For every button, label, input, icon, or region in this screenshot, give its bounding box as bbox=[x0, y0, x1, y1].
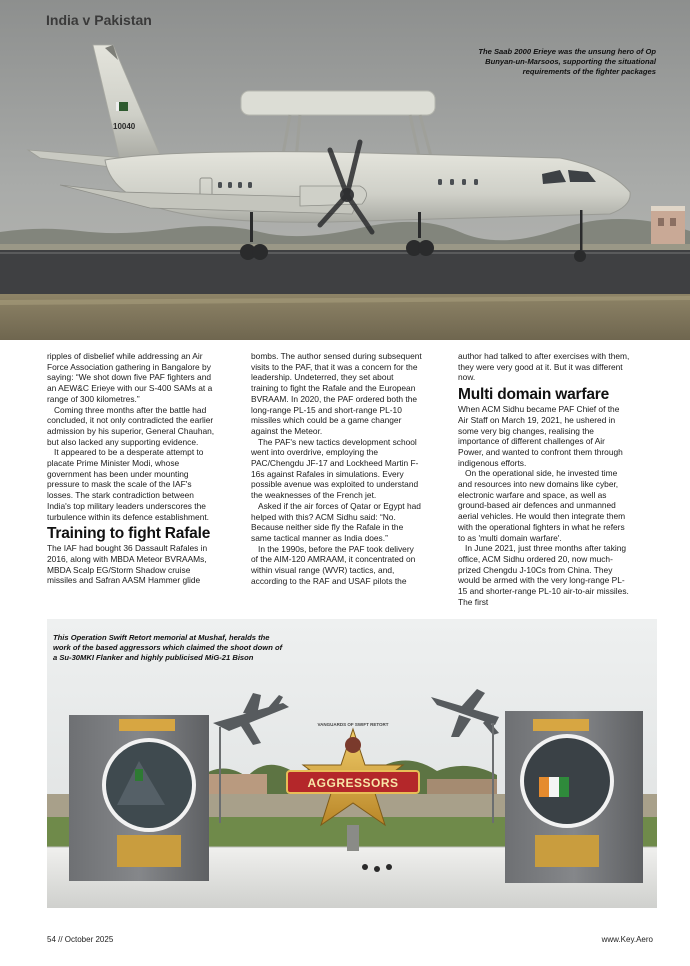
tail-number: 10040 bbox=[113, 122, 136, 131]
paragraph: In the 1990s, before the PAF took delivery of the AIM-120 AMRAAM, it concentrated on within visual range (WVR) tactics, and, according to the RAF and USAF pilots the bbox=[251, 543, 416, 586]
page-number: 54 // October 2025 bbox=[47, 935, 114, 944]
paragraph: bombs. The author sensed during subsequent visits to the PAF, that it was a concern for the leadership. Undeterred, they set about training to fight the Rafale and the European BVRAAM. In 2020, the PAF ordered both the long-range PL-15 and short-range PL-10 missiles which could be a game changer against the Meteor. bbox=[251, 351, 422, 436]
text-column-2 bbox=[251, 351, 423, 586]
aggressors-sign-subtext: VANGUARDS OF SWIFT RETORT bbox=[317, 722, 389, 727]
paragraph: In June 2021, just three months after taking office, ACM Sidhu ordered 20, now much-prized Chengdu J-10Cs from China. They would be armed with the very long-range PL-15 and shorter-range PL-10 air-to-air missiles. The first bbox=[458, 543, 629, 607]
memorial-slab-left bbox=[69, 715, 209, 881]
text-column-1 bbox=[47, 351, 219, 586]
paragraph: Asked if the air forces of Qatar or Egypt had helped with this? ACM Sidhu said: “No. Because neither side fly the Rafale in the same tactical manner as India does.” bbox=[251, 500, 421, 543]
paragraph: ripples of disbelief while addressing an Air Force Association gathering in Bangalore by saying: “We shot down five PAF fighters and an AEW&C Erieye with our S-400 SAMs at a range of 300 kilometres.” bbox=[47, 351, 213, 404]
aggressors-sign-text: AGGRESSORS bbox=[307, 776, 399, 790]
top-photo-caption: The Saab 2000 Erieye was the unsung hero of Op Bunyan-un-Marsoos, supporting the situational requirements of the fighter packages bbox=[478, 47, 656, 76]
paragraph: Coming three months after the battle had concluded, it not only contradicted the earlier admission by his superior, General Chauhan, but also lacked any supporting evidence. bbox=[47, 404, 215, 447]
section-heading: Multi domain warfare bbox=[458, 386, 610, 404]
bottom-photo-caption: This Operation Swift Retort memorial at Mushaf, heralds the work of the based aggressors which claimed the shoot down of a Su-30MKI Flanker and highly publicised MiG-21 Bison bbox=[53, 633, 283, 662]
paragraph: author had talked to after exercises with them, they were very good at it. But it was different now. bbox=[458, 351, 630, 383]
paragraph: It appeared to be a desperate attempt to placate Prime Minister Modi, whose government has been under mounting pressure to mask the scale of the IAF's losses. The stark contradiction between India's top military leaders underscores the turbulence within its defence establishment. bbox=[47, 447, 210, 522]
memorial-photo bbox=[47, 619, 657, 908]
website-link[interactable]: www.Key.Aero bbox=[601, 935, 653, 944]
memorial-slab-right bbox=[505, 711, 643, 883]
erieye-photo bbox=[0, 0, 690, 340]
section-heading: Training to fight Rafale bbox=[47, 525, 211, 543]
section-tag: India v Pakistan bbox=[46, 12, 152, 28]
paragraph: When ACM Sidhu became PAF Chief of the Air Staff on March 19, 2021, he ushered in some very big changes, realising the importance of different challenges of Air Power, and wanted to confront them through indigenous efforts. bbox=[458, 404, 623, 468]
paragraph: The PAF's new tactics development school went into overdrive, employing the PAC/Chengdu JF-17 and Lockheed Martin F-16s against Rafales in simulations. Every possible avenue was exploited to understand the weaknesses of the French jet. bbox=[251, 436, 419, 501]
paragraph: The IAF had bought 36 Dassault Rafales in 2016, along with MBDA Meteor BVRAAMs, MBDA Scalp EG/Storm Shadow cruise missiles and Safran AASM Hammer glide bbox=[47, 543, 208, 586]
paragraph: On the operational side, he invested time and resources into new domains like cyber, electronic warfare and space, as well as ground-based air defences and unmanned aerial vehicles. He would then integrate them with the operational fighters in what he refers to as 'multi domain warfare'. bbox=[458, 468, 626, 543]
text-column-3 bbox=[458, 351, 630, 607]
